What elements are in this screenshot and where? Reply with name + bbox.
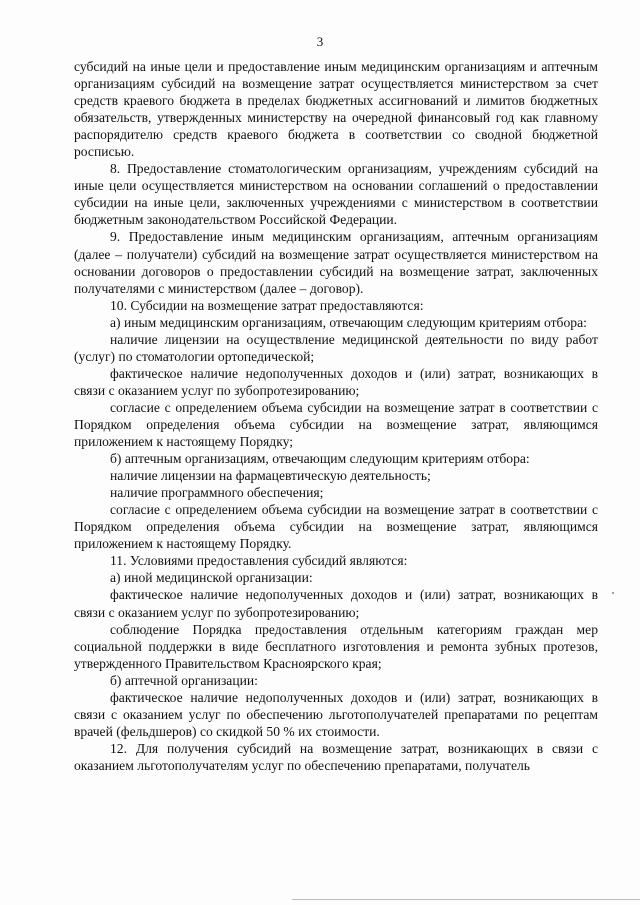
paragraph: фактическое наличие недополученных доходов и (или) затрат, возникающих в связи с оказанием услуг по зубопротезированию; (74, 365, 598, 398)
document-body (74, 58, 598, 774)
paragraph: субсидий на иные цели и предоставление иным медицинским организациям и аптечным организациям субсидий на возмещение затрат осуществляется министерством за счет средств краевого бюджета в пределах бюджетных ассигнований и лимитов бюджетных обязательств, утвержденных министерству на очередной финансовый год как главному распорядителю средств краевого бюджета в соответствии со сводной бюджетной росписью. (74, 59, 598, 160)
paragraph: наличие лицензии на осуществление медицинской деятельности по виду работ (услуг) по стоматологии ортопедической; (74, 331, 598, 364)
paragraph: 9. Предоставление иным медицинским организациям, аптечным организациям (далее – получатели) субсидий на возмещение затрат осуществляется министерством на основании договоров о предоставлении субсидий на возмещение затрат, заключенных получателями с министерством (далее – договор). (74, 229, 598, 296)
paragraph: согласие с определением объема субсидии на возмещение затрат в соответствии с Порядком определения объема субсидии на возмещение затрат, являющимся приложением к настоящему Порядку. (74, 502, 598, 552)
scan-edge-line (292, 899, 640, 900)
scan-speck (612, 592, 614, 594)
paragraph: б) аптечной организации: (110, 672, 258, 688)
paragraph: согласие с определением объема субсидии на возмещение затрат в соответствии с Порядком определения объема субсидии на возмещение затрат, являющимся приложением к настоящему Порядку; (74, 399, 598, 450)
paragraph: 12. Для получения субсидий на возмещение затрат, возникающих в связи с оказанием льготополучателям услуг по обеспечению препаратами, получатель (74, 740, 598, 773)
paragraph: фактическое наличие недополученных доходов и (или) затрат, возникающих в связи с оказанием услуг по обеспечению льготополучателей препаратами по рецептам врачей (фельдшеров) со скидкой 50 % их стоимости. (74, 689, 598, 739)
paragraph: 11. Условиями предоставления субсидий являются: (110, 553, 408, 569)
paragraph: б) аптечным организациям, отвечающим следующим критериям отбора: (110, 451, 530, 467)
paragraph: наличие лицензии на фармацевтическую деятельность; (110, 468, 431, 484)
paragraph: соблюдение Порядка предоставления отдельным категориям граждан мер социальной поддержки в виде бесплатного изготовления и ремонта зубных протезов, утвержденного Правительством Красноярского края; (74, 621, 598, 671)
paragraph: фактическое наличие недополученных доходов и (или) затрат, возникающих в связи с оказанием услуг по зубопротезированию; (74, 587, 598, 620)
paragraph: а) иной медицинской организации: (110, 570, 313, 586)
paragraph: 10. Субсидии на возмещение затрат предоставляются: (110, 297, 424, 313)
page-number: 3 (316, 34, 324, 49)
paragraph: наличие программного обеспечения; (110, 485, 324, 501)
paragraph: а) иным медицинским организациям, отвечающим следующим критериям отбора: (110, 314, 587, 330)
paragraph: 8. Предоставление стоматологическим организациям, учреждениям субсидий на иные цели осуществляется министерством на основании соглашений о предоставлении субсидии на иные цели, заключенных учреждениями с министерством в соответствии бюджетным законодательством Российской Федерации. (74, 161, 598, 228)
